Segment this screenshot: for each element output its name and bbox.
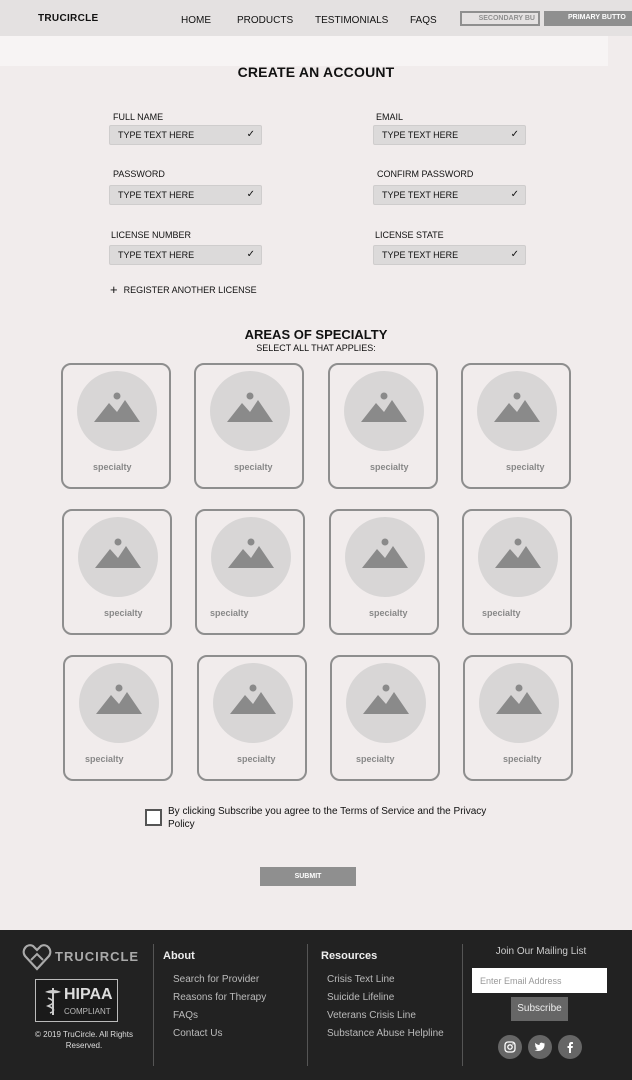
image-placeholder-icon xyxy=(346,663,426,743)
specialty-card[interactable] xyxy=(329,509,439,635)
specialty-subheading: SELECT ALL THAT APPLIES: xyxy=(256,343,376,353)
license-state-value: TYPE TEXT HERE xyxy=(382,250,459,260)
image-placeholder-icon xyxy=(478,517,558,597)
terms-checkbox[interactable] xyxy=(145,809,162,826)
hipaa-label: HIPAA xyxy=(64,986,113,1003)
password-label: PASSWORD xyxy=(113,169,165,179)
faqs-link[interactable]: FAQs xyxy=(173,1010,199,1021)
mailing-email-input[interactable] xyxy=(472,968,607,993)
license-state-label: LICENSE STATE xyxy=(375,230,444,240)
caduceus-icon xyxy=(44,986,62,1016)
twitter-icon[interactable] xyxy=(528,1035,552,1059)
license-number-value: TYPE TEXT HERE xyxy=(118,250,195,260)
heart-logo-icon xyxy=(22,942,52,972)
copyright-text: © 2019 TruCircle. All Rights Reserved. xyxy=(35,1030,133,1050)
specialty-card-label: specialty xyxy=(503,754,542,764)
specialty-card[interactable] xyxy=(197,655,307,781)
full-name-field[interactable] xyxy=(109,125,262,145)
check-icon: ✓ xyxy=(246,129,255,140)
specialty-card[interactable] xyxy=(461,363,571,489)
specialty-card[interactable] xyxy=(195,509,305,635)
footer-brand[interactable]: TRUCIRCLE xyxy=(55,949,140,964)
submit-button[interactable]: SUBMIT xyxy=(260,867,356,886)
check-icon: ✓ xyxy=(246,189,255,200)
reasons-therapy-link[interactable]: Reasons for Therapy xyxy=(173,992,267,1003)
specialty-card[interactable] xyxy=(462,509,572,635)
specialty-card[interactable] xyxy=(328,363,438,489)
specialty-card-label: specialty xyxy=(370,462,409,472)
suicide-lifeline-link[interactable]: Suicide Lifeline xyxy=(327,992,395,1003)
specialty-card[interactable] xyxy=(463,655,573,781)
specialty-card[interactable] xyxy=(62,509,172,635)
specialty-card[interactable] xyxy=(194,363,304,489)
specialty-card[interactable] xyxy=(63,655,173,781)
license-number-label: LICENSE NUMBER xyxy=(111,230,192,240)
instagram-icon[interactable] xyxy=(498,1035,522,1059)
specialty-card-label: specialty xyxy=(482,608,521,618)
register-another-license-label: REGISTER ANOTHER LICENSE xyxy=(123,285,257,295)
contact-us-link[interactable]: Contact Us xyxy=(173,1028,223,1039)
license-state-field[interactable] xyxy=(373,245,526,265)
email-label: EMAIL xyxy=(376,112,404,122)
header-strip xyxy=(0,36,608,66)
primary-button[interactable]: PRIMARY BUTTO xyxy=(544,11,632,26)
specialty-card-label: specialty xyxy=(234,462,273,472)
password-field[interactable] xyxy=(109,185,262,205)
email-value: TYPE TEXT HERE xyxy=(382,130,459,140)
page-title: CREATE AN ACCOUNT xyxy=(237,64,395,80)
image-placeholder-icon xyxy=(78,517,158,597)
hipaa-badge xyxy=(35,979,118,1022)
confirm-password-field[interactable] xyxy=(373,185,526,205)
search-provider-link[interactable]: Search for Provider xyxy=(173,974,260,985)
facebook-icon[interactable] xyxy=(558,1035,582,1059)
site-logo[interactable]: TRUCIRCLE xyxy=(38,13,99,24)
nav-faqs-link[interactable]: FAQS xyxy=(410,15,437,26)
email-field[interactable] xyxy=(373,125,526,145)
image-placeholder-icon xyxy=(211,517,291,597)
full-name-label: FULL NAME xyxy=(113,112,164,122)
image-placeholder-icon xyxy=(477,371,557,451)
specialty-card-label: specialty xyxy=(85,754,124,764)
plus-icon: + xyxy=(110,282,118,297)
specialty-card[interactable] xyxy=(330,655,440,781)
footer-divider xyxy=(462,944,463,1066)
confirm-password-value: TYPE TEXT HERE xyxy=(382,190,459,200)
specialty-card[interactable] xyxy=(61,363,171,489)
check-icon: ✓ xyxy=(510,129,519,140)
subscribe-button[interactable]: Subscribe xyxy=(511,997,568,1021)
terms-consent-text: By clicking Subscribe you agree to the Terms of Service and the Privacy Policy xyxy=(168,806,487,830)
check-icon: ✓ xyxy=(510,189,519,200)
password-value: TYPE TEXT HERE xyxy=(118,190,195,200)
site-footer xyxy=(0,930,632,1080)
check-icon: ✓ xyxy=(510,249,519,260)
nav-testimonials-link[interactable]: TESTIMONIALS xyxy=(315,15,389,26)
image-placeholder-icon xyxy=(77,371,157,451)
specialty-card-label: specialty xyxy=(369,608,408,618)
hipaa-sublabel: COMPLIANT xyxy=(64,1007,111,1016)
image-placeholder-icon xyxy=(345,517,425,597)
full-name-value: TYPE TEXT HERE xyxy=(118,130,195,140)
image-placeholder-icon xyxy=(479,663,559,743)
mailing-list-title: Join Our Mailing List xyxy=(495,946,587,957)
image-placeholder-icon xyxy=(210,371,290,451)
specialty-card-label: specialty xyxy=(210,608,249,618)
specialty-card-label: specialty xyxy=(356,754,395,764)
register-another-license-button[interactable] xyxy=(110,282,257,297)
specialty-heading: AREAS OF SPECIALTY xyxy=(244,327,388,342)
nav-home-link[interactable]: HOME xyxy=(181,15,211,26)
veterans-crisis-line-link[interactable]: Veterans Crisis Line xyxy=(327,1010,416,1021)
image-placeholder-icon xyxy=(344,371,424,451)
footer-divider xyxy=(307,944,308,1066)
crisis-text-line-link[interactable]: Crisis Text Line xyxy=(327,974,395,985)
resources-heading: Resources xyxy=(321,950,378,962)
specialty-card-label: specialty xyxy=(237,754,276,764)
specialty-card-label: specialty xyxy=(506,462,545,472)
check-icon: ✓ xyxy=(246,249,255,260)
footer-divider xyxy=(153,944,154,1066)
image-placeholder-icon xyxy=(213,663,293,743)
nav-products-link[interactable]: PRODUCTS xyxy=(237,15,294,26)
license-number-field[interactable] xyxy=(109,245,262,265)
confirm-password-label: CONFIRM PASSWORD xyxy=(377,169,474,179)
about-heading: About xyxy=(163,950,195,962)
top-nav-bar xyxy=(0,0,632,36)
image-placeholder-icon xyxy=(79,663,159,743)
specialty-card-label: specialty xyxy=(93,462,132,472)
substance-abuse-helpline-link[interactable]: Substance Abuse Helpline xyxy=(327,1028,444,1039)
specialty-card-label: specialty xyxy=(104,608,143,618)
secondary-button[interactable]: SECONDARY BU xyxy=(460,11,540,26)
